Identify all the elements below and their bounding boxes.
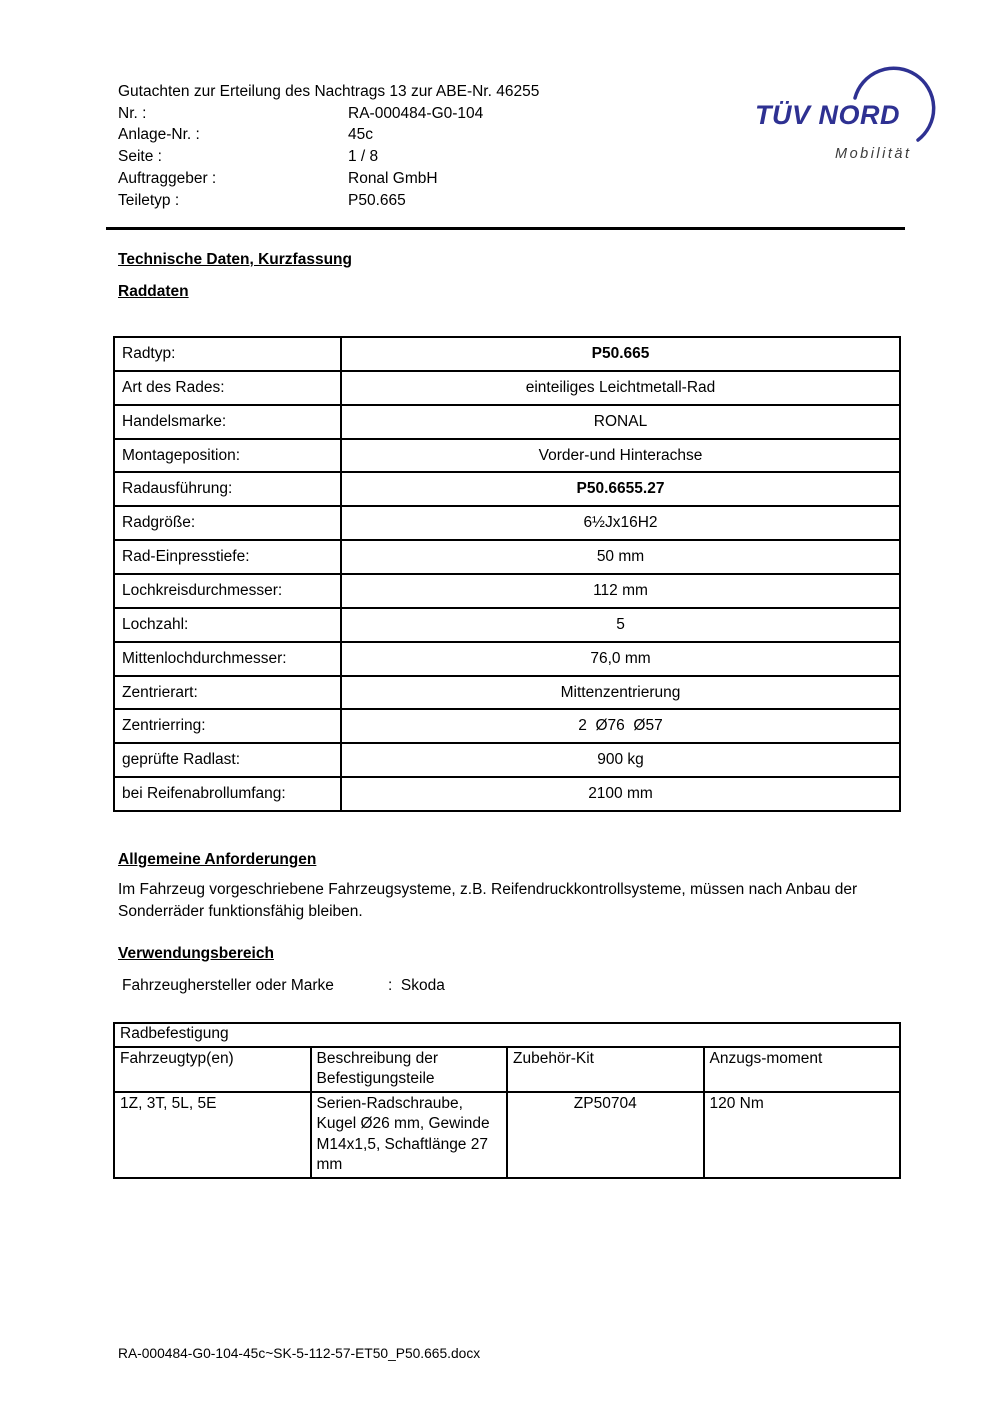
column-header-beschreibung: Beschreibung der Befestigungsteile [311,1047,508,1092]
header-field-auftraggeber [118,168,539,190]
column-header-fahrzeugtyp: Fahrzeugtyp(en) [114,1047,311,1092]
raddaten-label: geprüfte Radlast: [114,743,341,777]
raddaten-label: Lochkreisdurchmesser: [114,574,341,608]
header-field-anlage [118,124,539,146]
table-row [114,777,900,811]
raddaten-label: Handelsmarke: [114,405,341,439]
raddaten-value: 76,0 mm [341,642,900,676]
header-field-label: Seite : [118,148,162,166]
tuv-nord-logo [755,52,955,177]
document-title: Gutachten zur Erteilung des Nachtrags 13 zur ABE-Nr. 46255 [118,83,540,100]
raddaten-value: 6½Jx16H2 [341,506,900,540]
raddaten-value: 5 [341,608,900,642]
allgemeine-anforderungen-text: Im Fahrzeug vorgeschriebene Fahrzeugsysteme, z.B. Reifendruckkontrollsysteme, müssen nach Anbau der Sonderräder funktionsfähig bleiben. [118,881,858,920]
section-heading-technische-daten: Technische Daten, Kurzfassung [118,251,352,268]
table-row [114,472,900,506]
table-row [114,506,900,540]
raddaten-value: 112 mm [341,574,900,608]
header-field-value: Ronal GmbH [348,169,438,187]
raddaten-label: Rad-Einpresstiefe: [114,540,341,574]
raddaten-value: 50 mm [341,540,900,574]
fahrzeughersteller-line [122,977,722,995]
cell-beschreibung: Serien-Radschraube, Kugel Ø26 mm, Gewinde M14x1,5, Schaftlänge 27 mm [311,1092,508,1178]
header-field-value: 1 / 8 [348,148,379,166]
cell-zubehoer-kit: ZP50704 [507,1092,704,1178]
column-header-zubehoer-kit: Zubehör-Kit [507,1047,704,1092]
raddaten-table [113,336,901,812]
table-row [114,642,900,676]
raddaten-label: Radausführung: [114,472,341,506]
header-field-teiletyp [118,190,539,212]
footer-filename: RA-000484-G0-104-45c~SK-5-112-57-ET50_P50.665.docx [118,1346,481,1361]
header-field-nr [118,103,539,125]
header-field-label: Anlage-Nr. : [118,126,200,144]
table-row [114,405,900,439]
table-row [114,608,900,642]
raddaten-value: 2100 mm [341,777,900,811]
table-row [114,439,900,473]
table-row [114,709,900,743]
header-field-value: 45c [348,126,373,144]
table-row [114,743,900,777]
header-field-seite [118,146,539,168]
raddaten-label: Radtyp: [114,337,341,371]
raddaten-label: Lochzahl: [114,608,341,642]
header-field-value: P50.665 [348,191,406,209]
raddaten-value: einteiliges Leichtmetall-Rad [341,371,900,405]
fahrzeughersteller-value: : Skoda [388,977,445,994]
raddaten-label: Montageposition: [114,439,341,473]
section-heading-verwendungsbereich: Verwendungsbereich [118,945,274,962]
logo-wordmark: TÜV NORD [755,100,900,130]
raddaten-label: Zentrierart: [114,676,341,710]
raddaten-value: 2 Ø76 Ø57 [341,709,900,743]
column-header-anzugsmoment: Anzugs-moment [704,1047,901,1092]
table-row [114,371,900,405]
raddaten-value: P50.665 [341,337,900,371]
table-row [114,540,900,574]
raddaten-value: Vorder-und Hinterachse [341,439,900,473]
document-header [118,81,539,211]
header-field-label: Nr. : [118,104,147,122]
table-row [114,1047,900,1092]
raddaten-value: Mittenzentrierung [341,676,900,710]
section-heading-raddaten: Raddaten [118,283,189,300]
raddaten-value: 900 kg [341,743,900,777]
raddaten-value: RONAL [341,405,900,439]
cell-anzugsmoment: 120 Nm [704,1092,901,1178]
raddaten-label: Mittenlochdurchmesser: [114,642,341,676]
header-field-value: RA-000484-G0-104 [348,104,484,122]
raddaten-label: Radgröße: [114,506,341,540]
section-heading-allgemeine-anforderungen: Allgemeine Anforderungen [118,851,317,868]
header-separator-line [106,227,905,230]
header-field-label: Auftraggeber : [118,169,217,187]
table-row [114,676,900,710]
table-row [114,574,900,608]
raddaten-label: Zentrierring: [114,709,341,743]
raddaten-value: P50.6655.27 [341,472,900,506]
table-row [114,1023,900,1047]
raddaten-label: Art des Rades: [114,371,341,405]
logo-tagline: Mobilität [835,146,912,162]
radbefestigung-table [113,1022,901,1179]
header-field-label: Teiletyp : [118,191,180,209]
fahrzeughersteller-label: Fahrzeughersteller oder Marke [122,977,334,994]
table-row [114,337,900,371]
table-row [114,1092,900,1178]
radbefestigung-title: Radbefestigung [114,1023,900,1047]
raddaten-label: bei Reifenabrollumfang: [114,777,341,811]
cell-fahrzeugtyp: 1Z, 3T, 5L, 5E [114,1092,311,1178]
